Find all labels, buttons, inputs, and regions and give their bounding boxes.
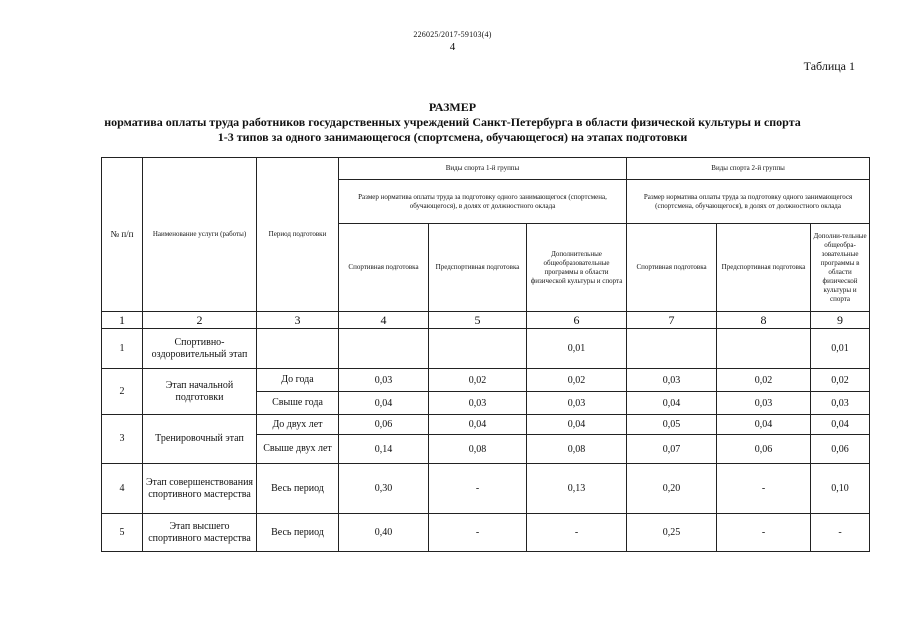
service-name: Тренировочный этап: [143, 415, 257, 464]
value-cell: 0,03: [627, 369, 717, 392]
period: Свыше года: [257, 392, 339, 415]
header-row-1: [102, 158, 870, 180]
value-cell: 0,04: [627, 392, 717, 415]
table-row: [102, 415, 870, 435]
value-cell: 0,25: [627, 514, 717, 552]
value-cell: -: [811, 514, 870, 552]
value-cell: -: [527, 514, 627, 552]
row-number: 4: [102, 464, 143, 514]
column-number: 7: [627, 312, 717, 329]
value-cell: 0,40: [339, 514, 429, 552]
header-group-2-subtitle: Размер норматива оплаты труда за подготовку одного занимающегося (спортсмена, обучающегося), в долях от должностного оклада: [627, 180, 870, 224]
header-g1-pre-sport-training: Предспортивная подготовка: [429, 224, 527, 312]
value-cell: 0,01: [811, 329, 870, 369]
table-row: [102, 369, 870, 392]
column-number: 4: [339, 312, 429, 329]
header-g2-additional-programs: Дополни-тельные общеобра-зовательные программы в области физической культуры и спорта: [811, 224, 870, 312]
header-service: Наименование услуги (работы): [143, 158, 257, 312]
header-group-1: Виды спорта 1-й группы: [339, 158, 627, 180]
row-number: 1: [102, 329, 143, 369]
service-name: Спортивно-оздоровительный этап: [143, 329, 257, 369]
column-number: 9: [811, 312, 870, 329]
value-cell: 0,08: [429, 435, 527, 464]
value-cell: 0,06: [717, 435, 811, 464]
value-cell: 0,03: [717, 392, 811, 415]
column-number: 2: [143, 312, 257, 329]
service-name: Этап высшего спортивного мастерства: [143, 514, 257, 552]
value-cell: 0,08: [527, 435, 627, 464]
period: До двух лет: [257, 415, 339, 435]
value-cell: 0,03: [429, 392, 527, 415]
value-cell: 0,07: [627, 435, 717, 464]
period: [257, 329, 339, 369]
value-cell: 0,02: [527, 369, 627, 392]
title-line-2: норматива оплаты труда работников государственных учреждений Санкт-Петербурга в области физической культуры и спорта: [104, 115, 801, 129]
header-number: № п/п: [102, 158, 143, 312]
value-cell: -: [717, 464, 811, 514]
value-cell: 0,06: [339, 415, 429, 435]
value-cell: [429, 329, 527, 369]
value-cell: [339, 329, 429, 369]
value-cell: 0,04: [717, 415, 811, 435]
column-number: 3: [257, 312, 339, 329]
value-cell: 0,03: [811, 392, 870, 415]
value-cell: 0,02: [429, 369, 527, 392]
period: До года: [257, 369, 339, 392]
value-cell: 0,20: [627, 464, 717, 514]
value-cell: 0,04: [527, 415, 627, 435]
column-number: 8: [717, 312, 811, 329]
value-cell: [627, 329, 717, 369]
value-cell: 0,13: [527, 464, 627, 514]
value-cell: 0,02: [717, 369, 811, 392]
value-cell: -: [717, 514, 811, 552]
period: Свыше двух лет: [257, 435, 339, 464]
value-cell: 0,01: [527, 329, 627, 369]
header-g1-sport-training: Спортивная подготовка: [339, 224, 429, 312]
value-cell: 0,30: [339, 464, 429, 514]
value-cell: -: [429, 514, 527, 552]
header-group-2: Виды спорта 2-й группы: [627, 158, 870, 180]
header-period: Период подготовки: [257, 158, 339, 312]
title-line-3: 1-3 типов за одного занимающегося (спортсмена, обучающегося) на этапах подготовки: [217, 130, 688, 144]
value-cell: 0,06: [811, 435, 870, 464]
value-cell: 0,04: [339, 392, 429, 415]
value-cell: -: [429, 464, 527, 514]
table-row: [102, 514, 870, 552]
column-number-row: [102, 312, 870, 329]
row-number: 5: [102, 514, 143, 552]
table-row: [102, 464, 870, 514]
value-cell: 0,04: [811, 415, 870, 435]
period: Весь период: [257, 464, 339, 514]
value-cell: 0,10: [811, 464, 870, 514]
service-name: Этап совершенствования спортивного мастерства: [143, 464, 257, 514]
header-g2-sport-training: Спортивная подготовка: [627, 224, 717, 312]
row-number: 3: [102, 415, 143, 464]
value-cell: [717, 329, 811, 369]
value-cell: 0,02: [811, 369, 870, 392]
column-number: 5: [429, 312, 527, 329]
table-row: [102, 329, 870, 369]
header-group-1-subtitle: Размер норматива оплаты труда за подготовку одного занимающегося (спортсмена, обучающегося), в долях от должностного оклада: [339, 180, 627, 224]
value-cell: 0,14: [339, 435, 429, 464]
column-number: 1: [102, 312, 143, 329]
document-number: 226025/2017-59103(4): [413, 30, 492, 39]
period: Весь период: [257, 514, 339, 552]
document-title: [0, 100, 905, 145]
page-number: 4: [449, 41, 456, 53]
table-label: Таблица 1: [803, 59, 855, 73]
service-name: Этап начальной подготовки: [143, 369, 257, 415]
value-cell: 0,03: [339, 369, 429, 392]
value-cell: 0,05: [627, 415, 717, 435]
header-g1-additional-programs: Дополнительные общеобразовательные программы в области физической культуры и спорта: [527, 224, 627, 312]
norm-table: [101, 157, 870, 552]
value-cell: 0,04: [429, 415, 527, 435]
header-g2-pre-sport-training: Предспортивная подготовка: [717, 224, 811, 312]
value-cell: 0,03: [527, 392, 627, 415]
row-number: 2: [102, 369, 143, 415]
title-line-1: РАЗМЕР: [428, 100, 477, 114]
column-number: 6: [527, 312, 627, 329]
